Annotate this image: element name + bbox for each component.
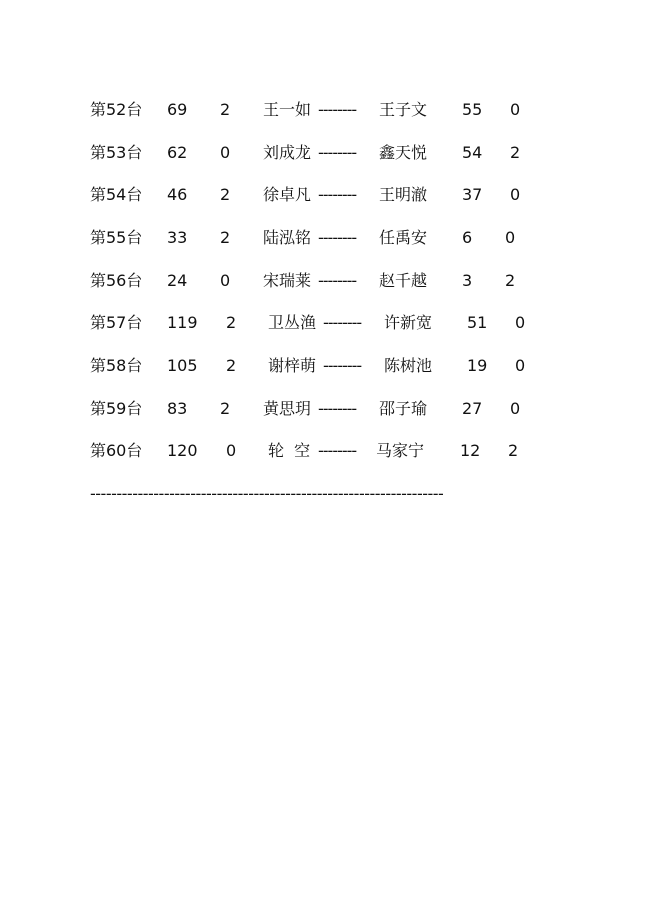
player1-name: 黄思玥 (263, 399, 312, 418)
player1-number: 83 (167, 399, 188, 418)
vs-separator: -------- (323, 313, 362, 332)
player2-score: 2 (508, 441, 519, 460)
player2-name: 鑫天悦 (379, 143, 428, 162)
player1-name: 王一如 (263, 100, 312, 119)
player2-score: 0 (515, 313, 526, 332)
player2-name: 陈树池 (384, 356, 433, 375)
table-row (0, 311, 650, 335)
player1-score: 2 (220, 100, 231, 119)
player1-number: 120 (167, 441, 198, 460)
vs-separator: -------- (318, 228, 357, 247)
player2-name: 许新宽 (384, 313, 433, 332)
player2-number: 54 (462, 143, 483, 162)
player1-score: 0 (220, 271, 231, 290)
player1-score: 2 (226, 313, 237, 332)
player1-number: 69 (167, 100, 188, 119)
player1-name: 陆泓铭 (263, 228, 312, 247)
table-row (0, 269, 650, 293)
player2-name: 王子文 (379, 100, 428, 119)
player2-score: 0 (515, 356, 526, 375)
player1-number: 119 (167, 313, 198, 332)
player1-score: 2 (220, 399, 231, 418)
player1-score: 0 (226, 441, 237, 460)
player2-score: 0 (510, 399, 521, 418)
player1-number: 33 (167, 228, 188, 247)
player1-score: 2 (220, 228, 231, 247)
player2-name: 马家宁 (376, 441, 425, 460)
table-row (0, 98, 650, 122)
board-number: 第59台 (90, 399, 143, 418)
player1-name: 轮 空 (268, 441, 311, 460)
player1-name: 谢梓萌 (268, 356, 317, 375)
board-number: 第58台 (90, 356, 143, 375)
vs-separator: -------- (323, 356, 362, 375)
player2-number: 12 (460, 441, 481, 460)
player1-score: 0 (220, 143, 231, 162)
player1-score: 2 (226, 356, 237, 375)
board-number: 第53台 (90, 143, 143, 162)
player2-score: 2 (510, 143, 521, 162)
player1-name: 徐卓凡 (263, 185, 312, 204)
player1-name: 刘成龙 (263, 143, 312, 162)
player2-score: 0 (510, 100, 521, 119)
table-row (0, 183, 650, 207)
vs-separator: -------- (318, 185, 357, 204)
board-number: 第57台 (90, 313, 143, 332)
board-number: 第56台 (90, 271, 143, 290)
player2-name: 王明澈 (379, 185, 428, 204)
board-number: 第60台 (90, 441, 143, 460)
player2-number: 19 (467, 356, 488, 375)
player2-number: 51 (467, 313, 488, 332)
vs-separator: -------- (318, 271, 357, 290)
player2-score: 0 (505, 228, 516, 247)
table-row (0, 354, 650, 378)
vs-separator: -------- (318, 100, 357, 119)
player2-score: 0 (510, 185, 521, 204)
player2-number: 37 (462, 185, 483, 204)
player2-number: 55 (462, 100, 483, 119)
player2-name: 赵千越 (379, 271, 428, 290)
table-row (0, 141, 650, 165)
table-row (0, 226, 650, 250)
table-row (0, 397, 650, 421)
table-row (0, 439, 650, 463)
vs-separator: -------- (318, 143, 357, 162)
vs-separator: -------- (318, 399, 357, 418)
player1-number: 105 (167, 356, 198, 375)
section-divider: ------------------------------------------------------------------- (90, 484, 444, 503)
player1-name: 卫丛渔 (268, 313, 317, 332)
board-number: 第52台 (90, 100, 143, 119)
player2-number: 6 (462, 228, 473, 247)
board-number: 第55台 (90, 228, 143, 247)
player1-number: 24 (167, 271, 188, 290)
player1-name: 宋瑞莱 (263, 271, 312, 290)
player1-number: 62 (167, 143, 188, 162)
player2-name: 邵子瑜 (379, 399, 428, 418)
player2-name: 任禹安 (379, 228, 428, 247)
player2-number: 27 (462, 399, 483, 418)
vs-separator: -------- (318, 441, 357, 460)
player1-number: 46 (167, 185, 188, 204)
board-number: 第54台 (90, 185, 143, 204)
player2-number: 3 (462, 271, 473, 290)
player2-score: 2 (505, 271, 516, 290)
player1-score: 2 (220, 185, 231, 204)
